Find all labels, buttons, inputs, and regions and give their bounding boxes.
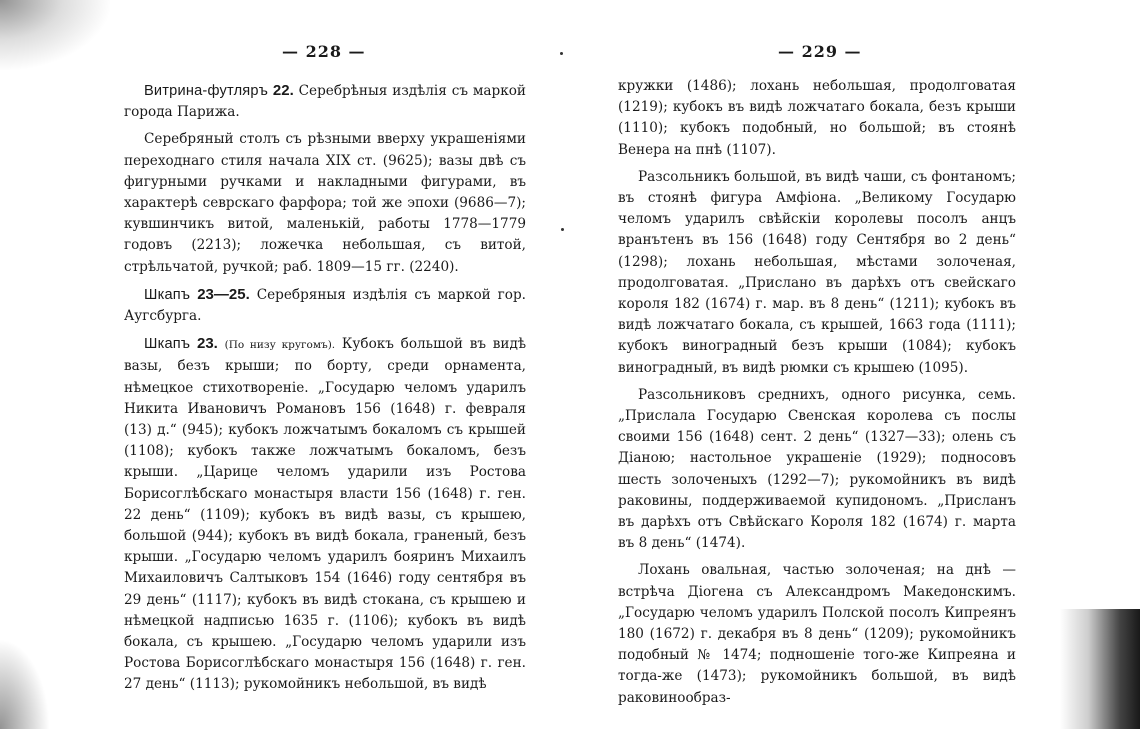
- section-text: Серебрѣныя издѣлія съ маркой города Парижа.: [124, 83, 526, 121]
- right-page-number: — 229 —: [778, 42, 862, 61]
- shkap-23-paragraph: [124, 333, 526, 695]
- section-heading: Витрина-футляръ: [144, 83, 269, 99]
- vitrina-22-paragraph: [124, 80, 526, 123]
- right-page-column: [618, 76, 1016, 715]
- scan-speck: [561, 228, 564, 231]
- scan-shadow-top-left: [0, 0, 110, 70]
- body-paragraph: Разсольниковъ среднихъ, одного рисунка, семь. „Прислала Государю Свенская королева съ послы своими 156 (1648) сент. 2 день“ (1327—33); олень съ Діаною; настольное украшеніе (1929); подносовъ шесть золоченыхъ (1292—7); рукомойникъ въ видѣ раковины, поддерживаемой купидономъ. „Присланъ въ дарѣхъ отъ Свѣйскаго Короля 182 (1674) г. марта въ 8 день“ (1474).: [618, 386, 1016, 552]
- scan-shadow-bottom-right: [1060, 609, 1140, 729]
- section-heading: Шкапъ: [144, 286, 191, 303]
- scan-speck: [560, 52, 563, 55]
- shkap-23-25-paragraph: [124, 284, 526, 327]
- section-text: Кубокъ большой въ видѣ вазы, безъ крыши; по борту, среди орнамента, нѣмецкое стихотвореніе. „Государю челомъ ударилъ Никита Ивановичъ Романовъ 156 (1648) г. февраля (13) д.“ (945); кубокъ ложчатымъ бокаломъ съ крышей (1108); кубокъ также ложчатымъ бокаломъ, безъ крыши. „Царице челомъ ударили изъ Ростова Борисоглѣбскаго монастыря власти 156 (1648) г. ген. 22 день“ (1109); кубокъ въ видѣ вазы, съ крышею, большой (944); кубокъ въ видѣ бокала, граненый, безъ крыши. „Государю челомъ ударилъ бояринъ Михаилъ Михаиловичъ Салтыковъ 154 (1646) году сентября въ 29 день“ (1117); кубокъ въ видѣ стокана, съ крышею и нѣмецкой надписью 1635 г. (1106); кубокъ въ видѣ бокала, съ крышею. „Государю челомъ ударили изъ Ростова Борисоглѣбскаго монастыря 156 (1648) г. ген. 27 день“ (1113); рукомойникъ небольшой, въ видѣ: [124, 336, 527, 693]
- section-number: 23—25.: [197, 285, 250, 303]
- section-heading: Шкапъ: [144, 336, 191, 353]
- body-paragraph: Серебряный столъ съ рѣзными вверху украшеніями переходнаго стиля начала XIX ст. (9625); вазы двѣ съ фигурными ручками и накладными фигурами, въ характерѣ севрскаго фарфора; той же эпохи (9686—7); кувшинчикъ витой, маленькій, работы 1778—1779 годовъ (2213); ложечка небольшая, съ витой, стрѣльчатой, ручкой; раб. 1809—15 гг. (2240).: [124, 131, 526, 275]
- scan-shadow-bottom-left: [0, 639, 50, 729]
- section-note: (По низу кругомъ).: [224, 339, 336, 352]
- section-number: 23.: [196, 335, 218, 353]
- body-paragraph: Лохань овальная, частью золоченая; на днѣ — встрѣча Діогена съ Александромъ Македонскимъ. „Государю челомъ ударилъ Полской посолъ Кипреянъ 180 (1672) г. декабря въ 8 день“ (1209); рукомойникъ подобный № 1474; подношеніе того-же Кипреяна и тогда-же (1473); рукомойникъ большой, въ видѣ раковинообраз-: [618, 562, 1016, 706]
- body-paragraph-continued: кружки (1486); лохань небольшая, продолговатая (1219); кубокъ въ видѣ ложчатаго бокала, безъ крыши (1110); кубокъ подобный, но большой; въ стоянѣ Венера на пнѣ (1107).: [618, 78, 1016, 158]
- section-number: 22.: [272, 82, 294, 99]
- section-text: Серебряныя издѣлія съ маркой гор. Аугсбурга.: [124, 286, 526, 325]
- body-paragraph: Разсольникъ большой, въ видѣ чаши, съ фонтаномъ; въ стоянѣ фигура Амфіона. „Великому Государю челомъ ударилъ свѣйскіи королевы посолъ анцъ вранътенъ въ 156 (1648) году Сентября во 2 день“ (1298); лохань небольшая, мѣстами золоченая, продолговатая. „Прислано въ дарѣхъ отъ свейскаго короля 182 (1674) г. мар. въ 8 день“ (1211); кубокъ въ видѣ ложчатаго бокала, съ крышей, 1663 года (1111); кубокъ виноградный безъ крыши (1084); кубокъ виноградный, въ видѣ рюмки съ крышею (1095).: [618, 168, 1016, 376]
- left-page-number: — 228 —: [282, 42, 366, 61]
- left-page-column: [124, 80, 526, 702]
